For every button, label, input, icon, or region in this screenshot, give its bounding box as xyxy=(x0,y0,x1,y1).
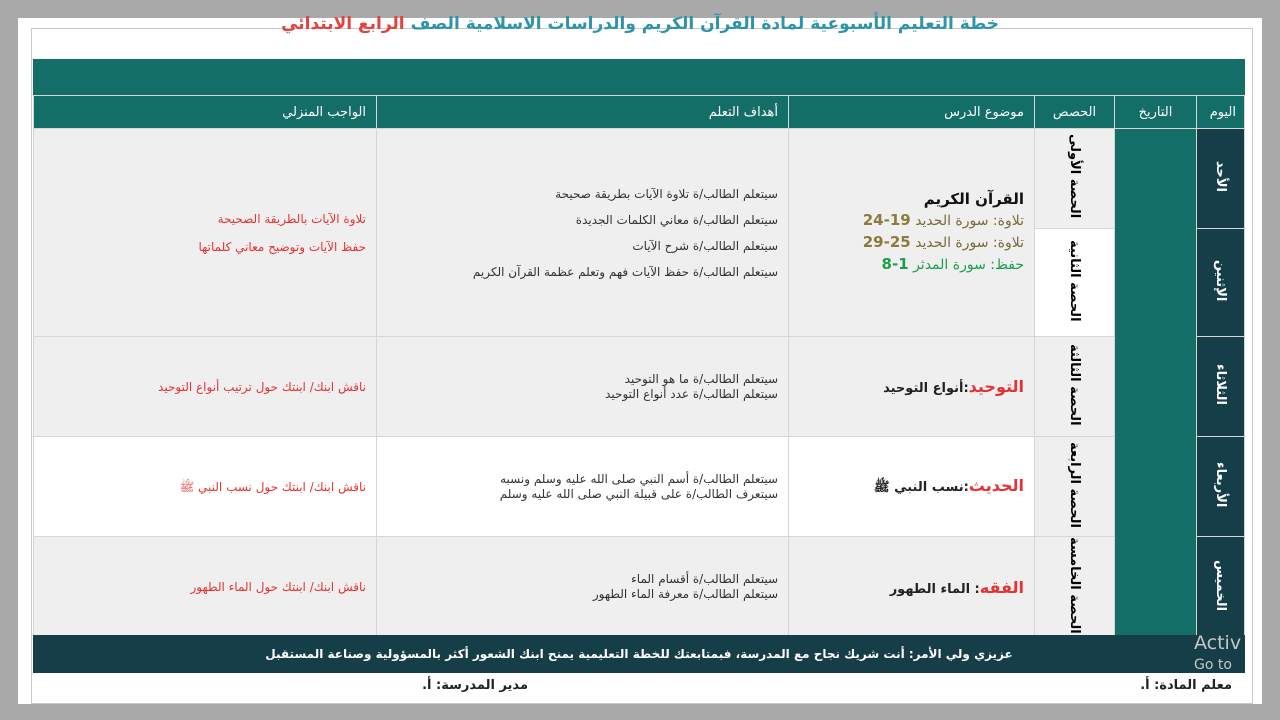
objective-item: سيتعلم الطالب/ة حفظ الآيات فهم وتعلم عظمة القرآن الكريم xyxy=(472,264,778,279)
period-cell xyxy=(1035,229,1115,337)
objectives-cell-tawheed xyxy=(377,337,789,437)
objective-item: سيتعلم الطالب/ة معاني الكلمات الجديدة xyxy=(575,212,778,227)
homework-item: ناقش ابنك/ ابنتك حول ترتيب أنواع التوحيد xyxy=(158,379,366,394)
quran-line-2-label: تلاوة: سورة الحديد xyxy=(915,234,1024,251)
teacher-signature: معلم المادة: أ. xyxy=(1140,678,1232,693)
fiqh-label: الفقه xyxy=(979,577,1024,597)
homework-cell-hadith xyxy=(34,437,377,537)
tawheed-label: التوحيد xyxy=(968,377,1024,396)
date-cell xyxy=(1115,129,1197,639)
period-3: الحصة الثالثة xyxy=(1067,343,1082,426)
day-cell xyxy=(1197,337,1245,437)
quran-heading: القرآن الكريم xyxy=(923,189,1024,208)
period-2: الحصة الثانية xyxy=(1067,239,1082,322)
homework-item: ناقش ابنك/ ابنتك حول الماء الطهور xyxy=(190,580,366,595)
quran-line-1 xyxy=(789,210,1024,232)
period-1: الحصة الأولى xyxy=(1067,134,1082,219)
objective-item: سيتعلم الطالب/ة أسم النبي صلى الله عليه وسلم ونسبه xyxy=(500,471,778,486)
header-objectives: أهداف التعلم xyxy=(377,96,789,129)
quran-line-3 xyxy=(789,254,1024,276)
watermark-line-2: Go to xyxy=(1194,657,1232,673)
table-row xyxy=(34,537,1245,639)
objective-item: سيتعلم الطالب/ة معرفة الماء الطهور xyxy=(592,587,778,602)
period-cell xyxy=(1035,537,1115,639)
activation-watermark xyxy=(1194,632,1241,676)
homework-item: تلاوة الآيات بالطريقة الصحيحة xyxy=(217,211,366,226)
objective-item: سيتعلم الطالب/ة أقسام الماء xyxy=(631,572,778,587)
quran-line-2 xyxy=(789,232,1024,254)
homework-cell-tawheed xyxy=(34,337,377,437)
table-row xyxy=(34,129,1245,229)
period-cell xyxy=(1035,129,1115,229)
topic-cell-hadith xyxy=(789,437,1035,537)
header-band xyxy=(33,59,1245,95)
watermark-line-1: Activ xyxy=(1194,632,1242,654)
homework-cell-fiqh xyxy=(34,537,377,639)
page-title xyxy=(0,14,1280,34)
quran-line-3-label: حفظ: سورة المدثر xyxy=(913,256,1024,273)
day-sunday: الأحد xyxy=(1213,160,1228,192)
quran-line-1-value: 19-24 xyxy=(862,210,911,229)
header-row xyxy=(34,96,1245,129)
hadith-topic: :نسب النبي ﷺ xyxy=(873,479,969,495)
header-periods: الحصص xyxy=(1035,96,1115,129)
period-cell xyxy=(1035,337,1115,437)
objective-item: سيتعلم الطالب/ة شرح الآيات xyxy=(632,238,778,253)
header-homework: الواجب المنزلي xyxy=(34,96,377,129)
topic-cell-fiqh xyxy=(789,537,1035,639)
day-cell xyxy=(1197,537,1245,639)
weekly-plan-table xyxy=(33,95,1245,639)
fiqh-topic: : الماء الطهور xyxy=(889,581,980,597)
objective-item: سيتعلم الطالب/ة ما هو التوحيد xyxy=(624,371,778,386)
objective-item: سيتعرف الطالب/ة على قبيلة النبي صلى الله عليه وسلم xyxy=(499,486,778,501)
day-wednesday: الأربعاء xyxy=(1213,461,1228,508)
header-date: التاريخ xyxy=(1115,96,1197,129)
homework-item: ناقش ابنك/ ابنتك حول نسب النبي ﷺ xyxy=(179,479,366,494)
table-row xyxy=(34,437,1245,537)
day-cell xyxy=(1197,229,1245,337)
tawheed-topic: :أنواع التوحيد xyxy=(883,381,969,396)
hadith-label: الحديث xyxy=(968,475,1024,495)
day-tuesday: الثلاثاء xyxy=(1213,364,1228,405)
parent-note-bar: عزيزي ولي الأمر: أنت شريك نجاح مع المدرسة، فبمتابعتك للخطة التعليمية يمنح ابنك الشعور أكثر بالمسؤولية وصناعة المستقبل xyxy=(33,635,1245,673)
principal-signature: مدير المدرسة: أ. xyxy=(422,678,528,693)
topic-cell-quran xyxy=(789,129,1035,337)
table-row xyxy=(34,337,1245,437)
day-thursday: الخميس xyxy=(1213,559,1228,611)
quran-line-2-value: 25-29 xyxy=(862,232,911,251)
period-cell xyxy=(1035,437,1115,537)
homework-item: حفظ الآيات وتوضيح معاني كلماتها xyxy=(198,239,366,254)
objective-item: سيتعلم الطالب/ة تلاوة الآيات بطريقة صحيحة xyxy=(555,186,778,201)
period-5: الحصة الخامسة xyxy=(1067,537,1082,634)
title-main: خطة التعليم الأسبوعية لمادة القرآن الكريم والدراسات الاسلامية الصف xyxy=(410,14,999,34)
quran-line-3-value: 1-8 xyxy=(881,254,909,273)
objectives-cell-fiqh xyxy=(377,537,789,639)
day-monday: الإثنين xyxy=(1213,259,1228,302)
quran-line-1-label: تلاوة: سورة الحديد xyxy=(915,212,1024,229)
objectives-cell-quran xyxy=(377,129,789,337)
homework-cell-quran xyxy=(34,129,377,337)
header-topic: موضوع الدرس xyxy=(789,96,1035,129)
title-grade: الرابع الابتدائي xyxy=(281,14,405,34)
topic-cell-tawheed xyxy=(789,337,1035,437)
objective-item: سيتعلم الطالب/ة عدد أنواع التوحيد xyxy=(605,386,778,401)
objectives-cell-hadith xyxy=(377,437,789,537)
day-cell xyxy=(1197,437,1245,537)
day-cell xyxy=(1197,129,1245,229)
period-4: الحصة الرابعة xyxy=(1067,441,1082,528)
header-day: اليوم xyxy=(1197,96,1245,129)
